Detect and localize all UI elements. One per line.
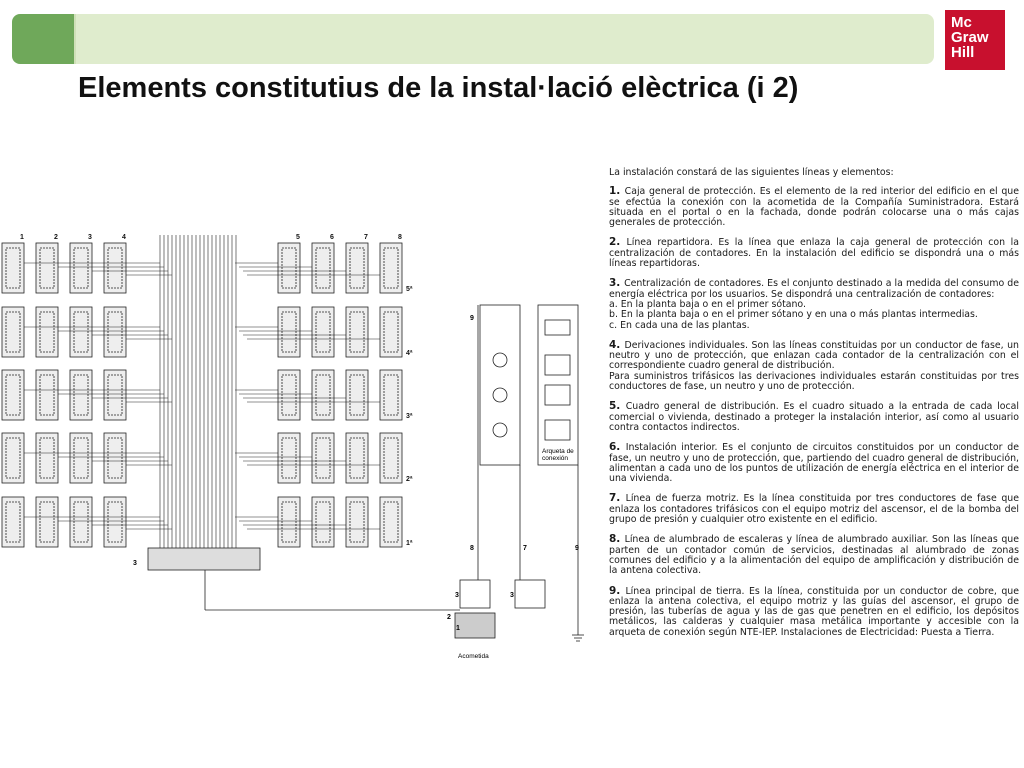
- item-7: [609, 493, 1019, 525]
- apartment-unit: [380, 243, 402, 293]
- apartment-unit: [70, 433, 92, 483]
- item-number: 3.: [609, 277, 625, 290]
- apartment-unit: [2, 497, 24, 547]
- apartment-unit: [70, 497, 92, 547]
- item-number: 1.: [609, 185, 625, 198]
- label-8: 8: [470, 545, 474, 552]
- label-9-bottom: 9: [575, 545, 579, 552]
- column-label: 4: [122, 234, 126, 241]
- item-body: Centralización de contadores. Es el conjunto destinado a la medida del consumo de energía eléctrica por los usuarios. Se dispondrá una centralización de contadores:: [609, 278, 1020, 300]
- apartment-unit: [36, 433, 58, 483]
- item-number: 9.: [609, 584, 626, 597]
- apartment-unit: [278, 433, 300, 483]
- apartment-unit: [104, 497, 126, 547]
- apartment-unit: [278, 307, 300, 357]
- apartment-unit: [104, 370, 126, 420]
- item-number: 8.: [609, 533, 625, 546]
- apartment-unit: [278, 497, 300, 547]
- apartment-unit: [278, 243, 300, 293]
- apartment-unit: [278, 370, 300, 420]
- apartment-unit: [70, 243, 92, 293]
- column-label: 1: [20, 234, 24, 241]
- apartment-unit: [104, 433, 126, 483]
- apartment-unit: [346, 497, 368, 547]
- column-label: 3: [88, 234, 92, 241]
- apartment-unit: [346, 370, 368, 420]
- item-2: [609, 237, 1019, 269]
- column-label: 6: [330, 234, 334, 241]
- label-3-meter-b: 3: [510, 592, 514, 599]
- apartment-unit: [312, 433, 334, 483]
- apartment-unit: [70, 370, 92, 420]
- electrical-installation-diagram: [0, 225, 600, 665]
- apartment-unit: [104, 307, 126, 357]
- apartment-unit: [346, 433, 368, 483]
- item-4: [609, 340, 1019, 392]
- item-number: 7.: [609, 492, 626, 505]
- item-list: [609, 186, 1019, 638]
- apartment-unit: [2, 307, 24, 357]
- apartment-unit: [104, 243, 126, 293]
- column-label: 5: [296, 234, 300, 241]
- item-6: [609, 442, 1019, 484]
- item-number: 4.: [609, 338, 625, 351]
- item-sub: b. En la planta baja o en el primer sótano y en una o más plantas intermedias.: [609, 309, 978, 321]
- apartment-unit: [36, 497, 58, 547]
- mcgraw-hill-logo: [945, 10, 1005, 70]
- apartment-unit: [380, 497, 402, 547]
- arqueta-label-2: conexión: [542, 455, 569, 462]
- apartment-unit: [36, 243, 58, 293]
- logo-line-2: Graw: [951, 29, 989, 46]
- service-symbols: [493, 320, 570, 440]
- apartment-unit: [312, 497, 334, 547]
- column-label: 7: [364, 234, 368, 241]
- header-bar: [12, 14, 934, 64]
- item-sub: a. En la planta baja o en el primer sótano.: [609, 298, 806, 310]
- header-band: [74, 14, 934, 64]
- apartment-unit: [2, 243, 24, 293]
- apartment-unit: [346, 243, 368, 293]
- label-9-top: 9: [470, 315, 474, 322]
- apartment-unit: [312, 243, 334, 293]
- item-body: Caja general de protección. Es el elemento de la red interior del edificio en el que se efectúa la conexión con la acometida de la Compañía Suministradora. Estará situada en el portal o en la fachada, donde podrán colocarse una o más cajas generales de protección.: [609, 186, 1019, 229]
- apartment-unit: [312, 370, 334, 420]
- label-3-left: 3: [133, 560, 137, 567]
- column-label: 2: [54, 234, 58, 241]
- label-1: 1: [456, 625, 460, 632]
- apartment-unit: [346, 307, 368, 357]
- floor-label: 5ª: [406, 286, 413, 293]
- apartment-unit: [2, 433, 24, 483]
- floor-label: 4ª: [406, 350, 413, 357]
- item-extra: Para suministros trifásicos las derivaciones individuales estarán constituidas por tres conductores de fase, un neutro y uno de protección.: [609, 370, 1019, 393]
- item-number: 5.: [609, 400, 626, 413]
- apartment-unit: [312, 307, 334, 357]
- item-sub: c. En cada una de las plantas.: [609, 319, 750, 331]
- label-2: 2: [447, 614, 451, 621]
- arqueta-label-1: Arqueta de: [542, 448, 574, 455]
- item-body: Cuadro general de distribución. Es el cuadro situado a la entrada de cada local comercial o vivienda, destinado a proteger la instalación interior, así como al usuario contra contactos indirectos.: [609, 401, 1019, 433]
- item-body: Línea de alumbrado de escaleras y línea de alumbrado auxiliar. Son las líneas que parten de un contador común de servicios, destinadas al alumbrado de zonas comunes del edificio y a la alimentación del equipo de amplificación y distribución de la antena colectiva.: [609, 534, 1019, 577]
- meter-centralization: [148, 548, 260, 570]
- apartment-grid: [2, 243, 402, 547]
- floor-label: 2ª: [406, 476, 413, 483]
- apartment-unit: [70, 307, 92, 357]
- floor-label: 1ª: [406, 540, 413, 547]
- label-7: 7: [523, 545, 527, 552]
- item-number: 2.: [609, 236, 627, 249]
- apartment-unit: [2, 370, 24, 420]
- floor-label: 3ª: [406, 413, 413, 420]
- apartment-unit: [380, 307, 402, 357]
- intro-text: La instalación constará de las siguientes líneas y elementos:: [609, 167, 894, 178]
- header-accent: [12, 14, 74, 64]
- logo-line-1: Mc: [951, 14, 972, 31]
- item-body: Instalación interior. Es el conjunto de circuitos constituidos por un conductor de fase, un neutro y uno de protección, que, partiendo del cuadro general de distribución, alimentan a cada uno de los puntos de utilización de energía eléctrica en el interior de una vivienda.: [609, 442, 1019, 485]
- apartment-unit: [380, 433, 402, 483]
- label-3-meter-a: 3: [455, 592, 459, 599]
- apartment-unit: [380, 370, 402, 420]
- item-8: [609, 534, 1019, 576]
- description-text: [609, 168, 1019, 647]
- item-5: [609, 401, 1019, 433]
- item-body: Línea repartidora. Es la línea que enlaza la caja general de protección con la centralización de contadores. En la instalación del edificio se dispondrá una o más líneas repartidoras.: [609, 237, 1019, 270]
- item-body: Derivaciones individuales. Son las líneas constituidas por un conductor de fase, un neutro y uno de protección, que enlazan cada contador de la centralización con el correspondiente cuadro general de distribución.: [609, 339, 1019, 372]
- apartment-unit: [36, 307, 58, 357]
- apartment-unit: [36, 370, 58, 420]
- item-body: Línea principal de tierra. Es la línea, constituida por un conductor de cobre, que enlaza la antena colectiva, el equipo motriz y las guías del ascensor, el grupo de presión, las tuberías de agua y las de gas que penetren en el edificio, los depósitos metálicos, las calderas y cualquier masa metálica importante y accesible con la arqueta de conexión según NTE-IEP. Instalaciones de Electricidad: Puesta a Tierra.: [609, 585, 1020, 638]
- item-1: [609, 186, 1019, 228]
- column-label: 8: [398, 234, 402, 241]
- item-3: [609, 278, 1019, 330]
- item-9: [609, 586, 1019, 638]
- acometida-label: Acometida: [458, 653, 489, 660]
- logo-line-3: Hill: [951, 44, 975, 61]
- item-number: 6.: [609, 441, 626, 454]
- item-body: Línea de fuerza motriz. Es la línea constituida por tres conductores de fase que enlaza los contadores trifásicos con el equipo motriz del ascensor, el de la bomba del grupo de presión y cualquier otro existente en el edificio.: [609, 493, 1019, 526]
- page-title: Elements constitutius de la instal·lació elèctrica (i 2): [78, 72, 799, 104]
